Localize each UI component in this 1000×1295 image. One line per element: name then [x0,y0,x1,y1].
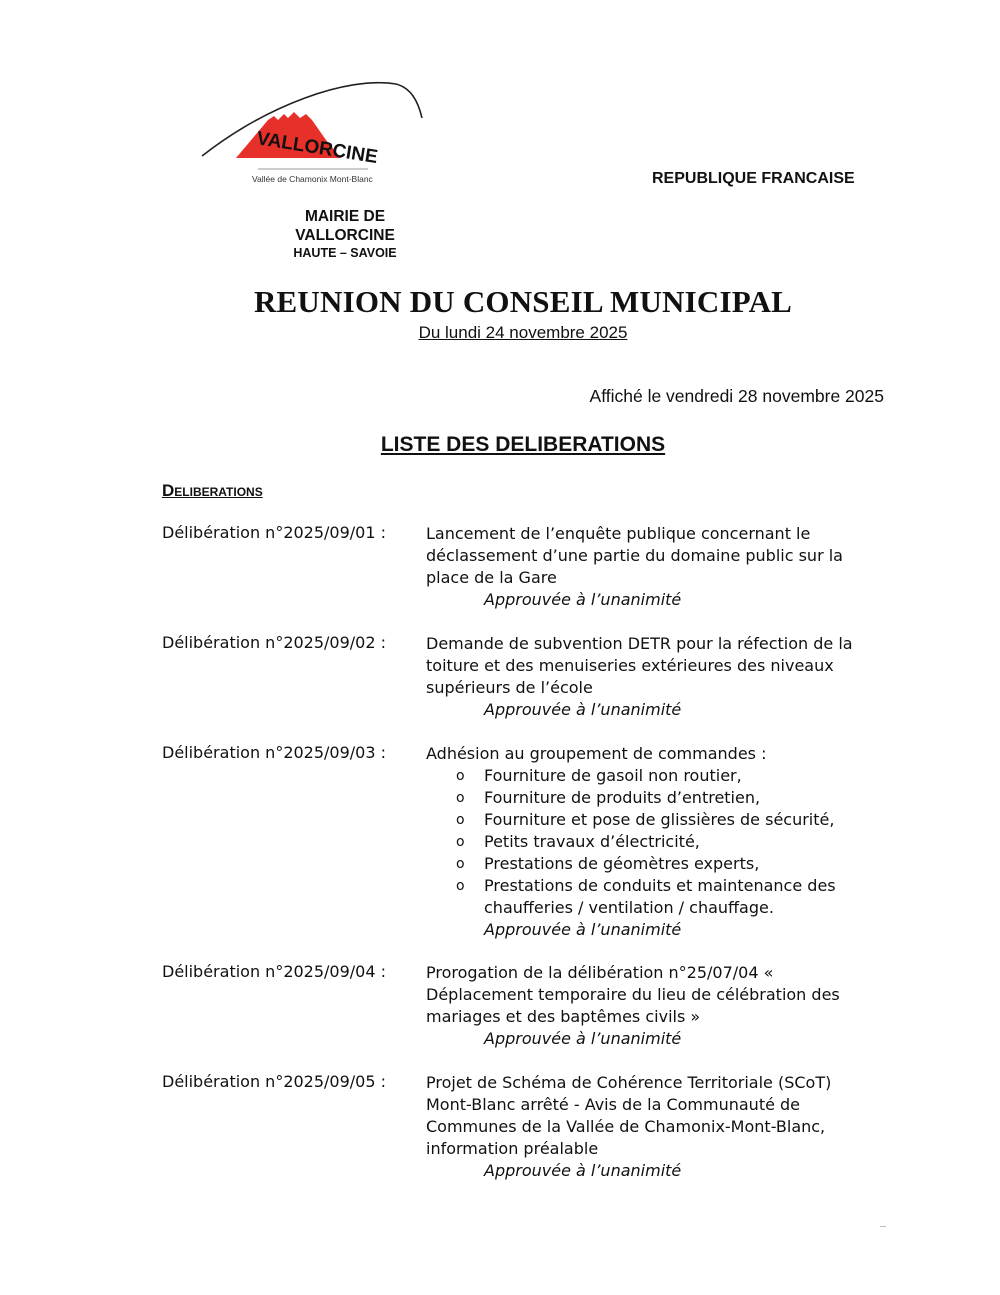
deliberation-text: Projet de Schéma de Cohérence Territoriale (SCoT) Mont-Blanc arrêté - Avis de la Communauté de Communes de la Vallée de Chamonix-Mont-Blanc, information préalable [426,1073,832,1158]
list-item [426,765,876,787]
list-item [426,853,876,875]
circle-bullet-icon: o [456,856,465,872]
deliberation-number: Délibération n°2025/09/05 : [162,1072,387,1091]
deliberation-number: Délibération n°2025/09/01 : [162,523,387,542]
commandes-list [426,765,876,919]
deliberation-body [426,962,876,1050]
list-item-text: Petits travaux d’électricité, [484,832,700,851]
mairie-line-1: MAIRIE DE [304,208,386,225]
list-item [426,831,876,853]
deliberation-body [426,633,876,721]
mairie-line-3: HAUTE – SAVOIE [293,246,397,260]
circle-bullet-icon: o [456,790,465,806]
deliberation-body [426,523,876,611]
list-item-text: Prestations de géomètres experts, [484,854,760,873]
deliberation-text: Lancement de l’enquête publique concernant le déclassement d’une partie du domaine public sur la place de la Gare [426,524,843,587]
deliberation-body [426,1072,876,1182]
deliberation-status: Approuvée à l’unanimité [484,1029,682,1048]
posted-date: Affiché le vendredi 28 novembre 2025 [589,386,884,406]
section-heading: Deliberations [162,481,263,500]
list-item [426,787,876,809]
page-mark [880,1226,886,1227]
list-item [426,875,876,919]
deliberation-body [426,743,876,941]
list-item [426,809,876,831]
list-item-text: Fourniture et pose de glissières de sécurité, [484,810,835,829]
republique-francaise: REPUBLIQUE FRANCAISE [652,170,855,187]
circle-bullet-icon: o [456,878,465,894]
list-item-text: Fourniture de gasoil non routier, [484,766,742,785]
list-item-text: Prestations de conduits et maintenance des chaufferies / ventilation / chauffage. [484,876,836,917]
vallorcine-logo [196,76,436,188]
meeting-date: Du lundi 24 novembre 2025 [418,323,628,342]
deliberation-status: Approuvée à l’unanimité [484,700,682,719]
list-title: LISTE DES DELIBERATIONS [380,433,666,456]
mairie-block [280,207,410,261]
circle-bullet-icon: o [456,812,465,828]
deliberation-number: Délibération n°2025/09/02 : [162,633,387,652]
deliberation-status: Approuvée à l’unanimité [484,1161,682,1180]
deliberation-status: Approuvée à l’unanimité [484,590,682,609]
circle-bullet-icon: o [456,834,465,850]
list-item-text: Fourniture de produits d’entretien, [484,788,761,807]
deliberation-number: Délibération n°2025/09/03 : [162,743,387,762]
deliberation-text: Adhésion au groupement de commandes : [426,744,767,763]
page-title: REUNION DU CONSEIL MUNICIPAL [253,284,793,319]
mairie-line-2: VALLORCINE [295,227,395,244]
deliberation-text: Demande de subvention DETR pour la réfection de la toiture et des menuiseries extérieures des niveaux supérieurs de l’école [426,634,853,697]
logo-graphic [196,76,436,188]
deliberation-text: Prorogation de la délibération n°25/07/04 « Déplacement temporaire du lieu de célébration des mariages et des baptêmes civils » [426,963,840,1026]
logo-tagline: Vallée de Chamonix Mont-Blanc [252,174,373,184]
logo-wordmark: VALLORCINE [255,128,380,169]
deliberation-number: Délibération n°2025/09/04 : [162,962,387,981]
deliberation-status: Approuvée à l’unanimité [484,920,682,939]
circle-bullet-icon: o [456,768,465,784]
